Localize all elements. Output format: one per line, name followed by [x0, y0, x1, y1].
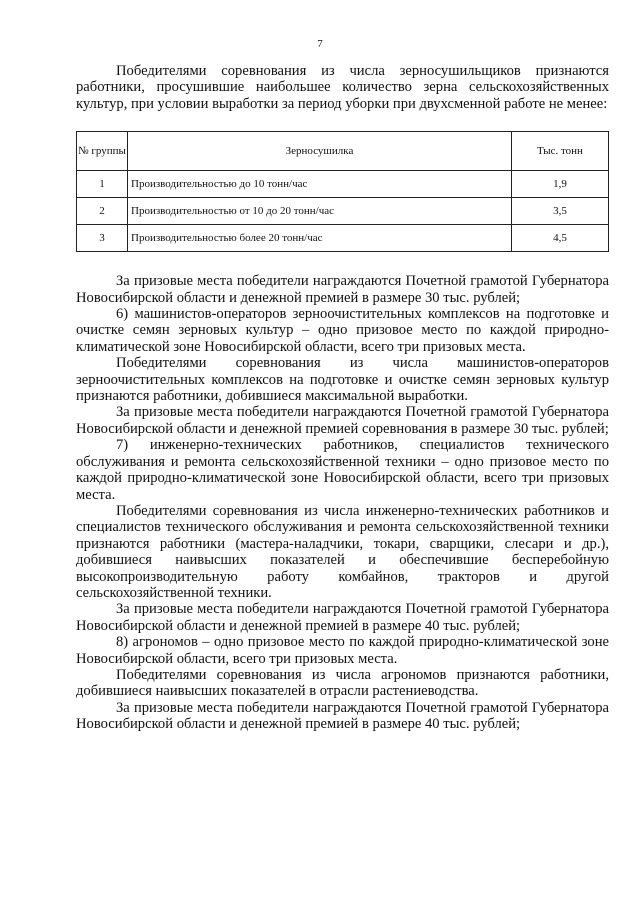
award-paragraph: За призовые места победители награждаются Почетной грамотой Губернатора Новосибирской области и денежной премией в размере 40 тыс. рублей; — [76, 601, 609, 634]
table-row — [77, 225, 609, 252]
row-dryer-capacity: Производительностью более 20 тонн/час — [128, 225, 512, 252]
winners-paragraph: Победителями соревнования из числа инженерно-технических работников и специалистов технического обслуживания и ремонта сельскохозяйственной техники признаются работники (мастера-наладчики, токари, сварщики, слесари и др.), добившиеся наивысших показателей и обеспечившие бесперебойную высокопроизводительную работу комбайнов, тракторов и другой сельскохозяйственной техники. — [76, 502, 609, 601]
row-group-number: 1 — [77, 171, 128, 198]
list-item-paragraph: 7) инженерно-технических работников, специалистов технического обслуживания и ремонта сельскохозяйственной техники – одно призовое место по каждой природно-климатической зоне Новосибирской области, всего три призовых места. — [76, 437, 609, 503]
page-number: 7 — [317, 38, 323, 50]
row-dryer-capacity: Производительностью до 10 тонн/час — [128, 171, 512, 198]
award-paragraph: За призовые места победители награждаются Почетной грамотой Губернатора Новосибирской области и денежной премией соревнования в размере 30 тыс. рублей; — [76, 404, 609, 437]
document-body — [76, 63, 609, 733]
dryer-table — [76, 131, 609, 252]
header-thousand-tons: Тыс. тонн — [512, 132, 609, 171]
row-group-number: 2 — [77, 198, 128, 225]
header-dryer: Зерносушилка — [128, 132, 512, 171]
table-header-row — [77, 132, 609, 171]
row-dryer-capacity: Производительностью от 10 до 20 тонн/час — [128, 198, 512, 225]
table-row — [77, 171, 609, 198]
header-group-number-text: № группы — [78, 144, 126, 157]
intro-paragraph: Победителями соревнования из числа зерносушильщиков признаются работники, просушившие наибольшее количество зерна сельскохозяйственных культур, при условии выработки за период уборки при двухсменной работе не менее: — [76, 63, 609, 112]
row-thousand-tons: 3,5 — [512, 198, 609, 225]
winners-paragraph: Победителями соревнования из числа агрономов признаются работники, добившиеся наивысших показателей в отрасли растениеводства. — [76, 666, 609, 700]
row-group-number: 3 — [77, 225, 128, 252]
award-paragraph: За призовые места победители награждаются Почетной грамотой Губернатора Новосибирской области и денежной премией в размере 30 тыс. рублей; — [76, 273, 609, 306]
dryer-table-container — [76, 131, 609, 252]
list-item-paragraph: 8) агрономов – одно призовое место по каждой природно-климатической зоне Новосибирской области, всего три призовых места. — [76, 634, 609, 667]
list-item-paragraph: 6) машинистов-операторов зерноочистительных комплексов на подготовке и очистке семян зерновых культур – одно призовое место по каждой природно-климатической зоне Новосибирской области, всего три призовых места. — [76, 306, 609, 355]
header-group-number — [77, 132, 128, 171]
table-row — [77, 198, 609, 225]
award-paragraph: За призовые места победители награждаются Почетной грамотой Губернатора Новосибирской области и денежной премией в размере 40 тыс. рублей; — [76, 699, 609, 733]
row-thousand-tons: 4,5 — [512, 225, 609, 252]
winners-paragraph: Победителями соревнования из числа машинистов-операторов зерноочистительных комплексов на подготовке и очистке семян зерновых культур признаются работники, добившиеся максимальной выработки. — [76, 355, 609, 405]
row-thousand-tons: 1,9 — [512, 171, 609, 198]
